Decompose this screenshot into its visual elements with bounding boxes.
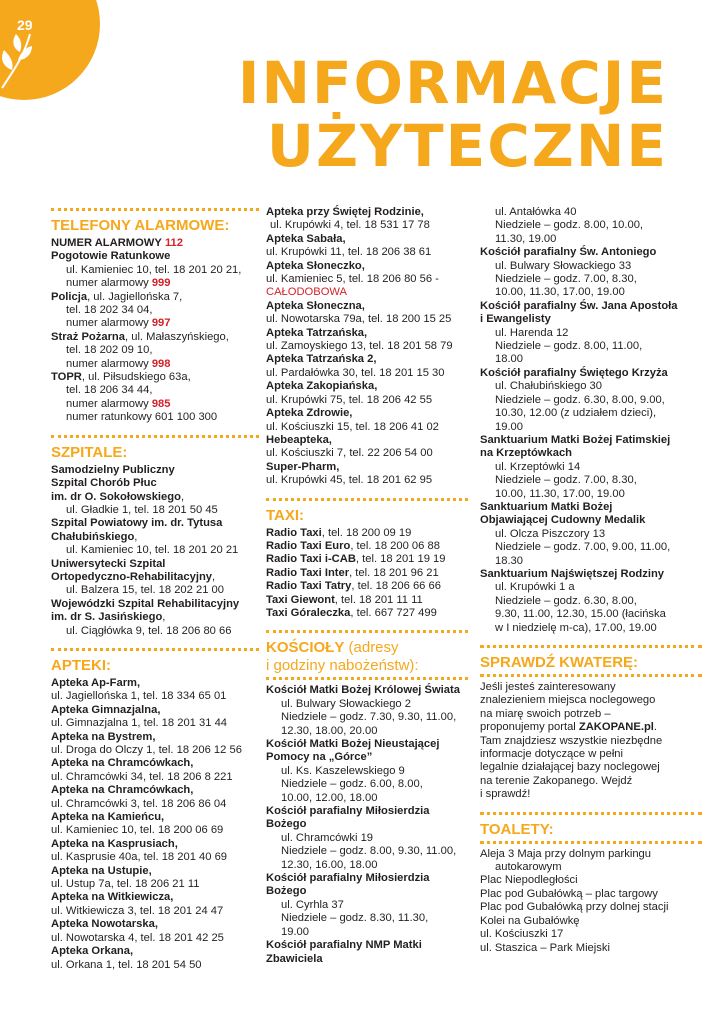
kosciol-line: Niedziele – godz. 7.30, 9.30, 11.00,: [281, 711, 457, 724]
apteka-name: Apteka na Chramcówkach,: [51, 757, 194, 770]
kosciol-line: 10.00, 11.30, 17.00, 19.00: [495, 487, 625, 500]
apteka-address: ul. Witkiewicza 3, tel. 18 201 24 47: [51, 904, 224, 917]
apteka-name: Apteka Tatrzańska,: [266, 326, 368, 339]
apteka-item: [266, 434, 468, 461]
apteka-item: [51, 757, 259, 784]
topr-rescue-number: numer ratunkowy 601 100 300: [66, 411, 218, 424]
apteka-address: ul. Nowotarska 4, tel. 18 201 42 25: [51, 931, 224, 944]
toaleta-item: autokarowym: [495, 861, 562, 874]
kosciol-name: Bożego: [266, 818, 307, 831]
apteka-name: Apteka Ap-Farm,: [51, 676, 141, 689]
apteka-address: ul. Krupówki 11, tel. 18 206 38 61: [266, 246, 432, 259]
alarm-label: numer alarmowy: [66, 357, 149, 370]
apteka-item: [51, 677, 259, 704]
apteka-name: Apteka Gimnazjalna,: [51, 703, 161, 716]
apteka-address: ul. Kamieniec 5, tel. 18 206 80 56 -: [266, 273, 439, 286]
kosciol-line: ul. Olcza Piszczory 13: [495, 527, 606, 540]
apteka-item: [51, 891, 259, 918]
kosciol-line: Niedziele – godz. 6.30, 8.00,: [495, 594, 637, 607]
kwatery-text: Jeśli jesteś zainteresowany: [480, 681, 616, 693]
section-heading-toalety: TOALETY:: [480, 820, 554, 838]
taxi-item: [266, 540, 468, 553]
alarm-label: NUMER ALARMOWY: [51, 237, 162, 249]
kosciol-line: Niedziele – godz. 6.00, 8.00,: [281, 778, 423, 791]
apteka-address: ul. Pardałówka 30, tel. 18 201 15 30: [266, 366, 445, 379]
divider: [51, 648, 259, 651]
taxi-name: Taxi Giewont: [266, 593, 335, 606]
straz-name: Straż Pożarna: [51, 330, 125, 343]
kosciol-item: [266, 939, 468, 966]
taxi-item: [266, 580, 468, 593]
toaleta-item: Plac Niepodległości: [480, 874, 578, 887]
kosciol-name: i Ewangelisty: [480, 313, 551, 326]
kwatery-portal-line: [480, 721, 702, 734]
kosciol-line: 10.30, 12.00 (z udziałem dzieci),: [495, 407, 657, 420]
apteka-item: [266, 380, 468, 407]
apteka-name: Apteka na Chramcówkach,: [51, 784, 194, 797]
taxi-name: Radio Taxi Tatry: [266, 580, 352, 593]
kosciol-line: ul. Ks. Kaszelewskiego 9: [281, 764, 405, 777]
policja-address: , ul. Jagiellońska 7,: [87, 290, 183, 303]
kosciol-line: 19.00: [281, 925, 309, 938]
kosciol-item: [480, 367, 702, 434]
kosciol-line: 11.30, 19.00: [495, 232, 557, 245]
kosciol-line: 10.00, 12.00, 18.00: [281, 791, 378, 804]
taxi-name: Radio Taxi i-CAB: [266, 553, 356, 566]
apteka-address: ul. Krupówki 45, tel. 18 201 62 95: [266, 474, 433, 487]
apteka-name: Apteka Słoneczna,: [266, 299, 365, 312]
apteka-name: Apteka na Ustupie,: [51, 864, 152, 877]
szpital-name: Samodzielny Publiczny: [51, 463, 175, 476]
kwatery-text: na terenie Zakopanego. Wejdź: [480, 774, 633, 787]
taxi-phone: , tel. 18 201 96 21: [349, 566, 439, 579]
apteka-24h-label: CAŁODOBOWA: [266, 286, 348, 299]
kosciol-line: ul. Bulwary Słowackiego 2: [281, 697, 411, 710]
kosciol-name: Sanktuarium Najświętszej Rodziny: [480, 567, 665, 580]
szpital-name: Chałubińskiego: [51, 530, 135, 543]
apteka-name: Apteka na Kasprusiach,: [51, 837, 178, 850]
taxi-phone: , tel. 18 200 09 19: [321, 526, 412, 539]
apteka-name: Apteka na Bystrem,: [51, 730, 156, 743]
alarm-number: 112: [164, 237, 183, 249]
apteka-name: Hebeapteka,: [266, 433, 332, 446]
apteka-item: [51, 865, 259, 892]
apteka-address: ul. Kościuszki 15, tel. 18 206 41 02: [266, 420, 439, 433]
taxi-item: [266, 594, 468, 607]
apteka-name: Apteka Zakopiańska,: [266, 380, 378, 393]
portal-name: ZAKOPANE.pl: [578, 721, 654, 734]
apteka-item: [51, 945, 259, 972]
section-heading-apteki: APTEKI:: [51, 656, 111, 674]
szpital-name: im. dr S. Jasińskiego: [51, 611, 163, 624]
apteka-item: [51, 704, 259, 731]
szpital-name: Ortopedyczno-Rehabilitacyjny: [51, 570, 213, 583]
apteka-name: Apteka Tatrzańska 2,: [266, 353, 377, 366]
divider: [480, 645, 702, 648]
apteka-address: ul. Gimnazjalna 1, tel. 18 201 31 44: [51, 717, 228, 730]
apteka-name: Apteka Sabała,: [266, 232, 346, 245]
szpital-item: [51, 517, 259, 557]
alarm-number: 998: [151, 357, 171, 370]
pogotowie-address: ul. Kamieniec 10, tel. 18 201 20 21,: [66, 263, 242, 276]
apteka-item: [266, 260, 468, 300]
szpital-item: [51, 558, 259, 598]
taxi-item: [266, 607, 468, 620]
apteka-address: ul. Kasprusie 40a, tel. 18 201 40 69: [51, 851, 228, 864]
apteka-item: [266, 461, 468, 488]
apteka-item: [51, 918, 259, 945]
kosciol-item: [266, 872, 468, 939]
section-heading-alarm: TELEFONY ALARMOWE:: [51, 217, 230, 234]
toaleta-item: Plac pod Gubałówką – plac targowy: [480, 887, 658, 900]
divider: [480, 674, 702, 677]
kosciol-line: ul. Krzeptówki 14: [495, 460, 581, 473]
kosciol-line: ul. Cyrhla 37: [281, 898, 344, 911]
szpital-name: Szpital Powiatowy im. dr. Tytusa: [51, 517, 223, 530]
apteka-name: Apteka Zdrowie,: [266, 407, 353, 420]
divider: [480, 841, 702, 844]
apteka-address: ul. Krupówki 4, tel. 18 531 17 78: [270, 219, 430, 232]
koscioly-heading-light: i godziny nabożeństw):: [266, 657, 419, 675]
apteka-item: [51, 731, 259, 758]
taxi-item: [266, 567, 468, 580]
topr-phone: tel. 18 206 34 44,: [66, 384, 153, 397]
kwatery-text: informacje dotyczące w pełni: [480, 748, 624, 761]
kosciol-line: ul. Bulwary Słowackiego 33: [495, 259, 632, 272]
kosciol-item: [480, 246, 702, 300]
apteka-item: [266, 327, 468, 354]
policja-name: Policja: [51, 290, 88, 303]
kosciol-name: Kościół parafialny Świętego Krzyża: [480, 366, 668, 379]
kosciol-line: 18.30: [495, 554, 523, 567]
szpital-name: Wojewódzki Szpital Rehabilitacyjny: [51, 597, 240, 610]
kosciol-line: ul. Krupówki 1 a: [495, 581, 575, 594]
kwatery-text: znalezieniem miejsca noclegowego: [480, 694, 656, 707]
apteka-name: Apteka Nowotarska,: [51, 918, 158, 931]
taxi-name: Radio Taxi: [266, 526, 322, 539]
apteka-address: ul. Chramcówki 3, tel. 18 206 86 04: [51, 797, 227, 810]
szpital-address: ul. Balzera 15, tel. 18 202 21 00: [66, 584, 224, 597]
kosciol-line: ul. Chałubińskiego 30: [495, 380, 602, 393]
alarm-number: 997: [151, 317, 171, 330]
taxi-item: [266, 553, 468, 566]
kosciol-line: 9.30, 11.00, 12.30, 15.00 (łacińska: [495, 608, 666, 621]
kosciol-line: Niedziele – godz. 7.00, 9.00, 11.00,: [495, 541, 671, 554]
divider: [266, 630, 468, 633]
kosciol-line: Niedziele – godz. 8.00, 11.00,: [495, 340, 643, 353]
apteka-item: [266, 206, 468, 233]
kosciol-name: Kościół Matki Bożej Królowej Świata: [266, 684, 460, 697]
kosciol-name: Sanktuarium Matki Bożej: [480, 500, 613, 513]
kosciol-item: [266, 738, 468, 805]
section-heading-taxi: TAXI:: [266, 506, 305, 524]
kosciol-item: [480, 206, 702, 246]
szpital-address: ul. Ciągłówka 9, tel. 18 206 80 66: [66, 624, 232, 637]
apteka-item: [266, 233, 468, 260]
kosciol-line: ul. Harenda 12: [495, 326, 569, 339]
kosciol-name: na Krzeptówkach: [480, 447, 573, 460]
taxi-phone: , tel. 18 201 19 19: [355, 553, 446, 566]
divider: [266, 677, 468, 680]
kwatery-text: .: [653, 721, 657, 734]
alarm-label: numer alarmowy: [66, 277, 149, 290]
kosciol-line: Niedziele – godz. 7.00, 8.30,: [495, 273, 637, 286]
apteka-address: ul. Jagiellońska 1, tel. 18 334 65 01: [51, 690, 227, 703]
kosciol-name: Kościół parafialny Św. Jana Apostoła: [480, 299, 678, 312]
kosciol-line: ul. Antałówka 40: [495, 206, 577, 218]
kosciol-item: [480, 434, 702, 501]
kosciol-line: ul. Chramcówki 19: [281, 831, 374, 844]
apteka-address: ul. Krupówki 75, tel. 18 206 42 55: [266, 393, 433, 406]
separator: ,: [180, 490, 185, 503]
apteka-item: [51, 784, 259, 811]
kwatery-text: i sprawdź!: [480, 788, 531, 801]
kosciol-line: 12.30, 16.00, 18.00: [281, 858, 378, 871]
szpital-item: [51, 598, 259, 638]
apteka-item: [51, 811, 259, 838]
kosciol-item: [480, 501, 702, 568]
kosciol-line: 18.00: [495, 353, 523, 366]
szpital-name: Szpital Chorób Płuc: [51, 477, 157, 490]
kwatery-text: Tam znajdziesz wszystkie niezbędne: [480, 734, 663, 747]
kosciol-line: 12.30, 18.00, 20.00: [281, 724, 378, 737]
kosciol-name: Pomocy na „Górce”: [266, 751, 373, 764]
taxi-item: [266, 527, 468, 540]
apteka-name: Apteka przy Świętej Rodzinie,: [266, 206, 424, 218]
toaleta-item: Plac pod Gubałówką przy dolnej stacji: [480, 901, 669, 914]
kosciol-line: 10.00, 11.30, 17.00, 19.00: [495, 286, 625, 299]
page-number: 29: [17, 17, 33, 33]
kosciol-line: Niedziele – godz. 8.00, 9.30, 11.00,: [281, 845, 457, 858]
koscioly-heading-bold: KOŚCIOŁY: [266, 639, 345, 657]
separator: ,: [212, 570, 216, 583]
apteka-name: Apteka na Witkiewicza,: [51, 891, 174, 904]
apteka-address: ul. Kościuszki 7, tel. 22 206 54 00: [266, 447, 433, 460]
kosciol-name: Kościół parafialny NMP Matki: [266, 939, 422, 952]
kwatery-text: legalnie działającej bazy noclegowej: [480, 761, 660, 774]
kosciol-line: Niedziele – godz. 7.00, 8.30,: [495, 474, 637, 487]
taxi-phone: , tel. 667 727 499: [350, 606, 437, 619]
kosciol-name: Kościół parafialny Św. Antoniego: [480, 246, 657, 259]
kosciol-item: [266, 805, 468, 872]
apteka-address: ul. Nowotarska 79a, tel. 18 200 15 25: [266, 313, 452, 326]
pogotowie-name: Pogotowie Ratunkowe: [51, 250, 171, 263]
apteka-item: [51, 838, 259, 865]
column-middle: [266, 206, 468, 966]
kosciol-name: Zbawiciela: [266, 952, 323, 965]
apteka-name: Apteka Słoneczko,: [266, 259, 365, 272]
page-title-line2: UŻYTECZNE: [266, 112, 668, 180]
taxi-phone: , tel. 18 200 06 88: [350, 539, 440, 552]
toaleta-item: ul. Kościuszki 17: [480, 928, 564, 941]
topr-name: TOPR: [51, 371, 82, 384]
kosciol-line: 19.00: [495, 420, 523, 433]
section-heading-koscioly: [266, 639, 468, 675]
kwatery-text: proponujemy portal: [480, 721, 579, 734]
apteka-address: ul. Ustup 7a, tel. 18 206 21 11: [51, 878, 200, 891]
apteka-address: ul. Orkana 1, tel. 18 201 54 50: [51, 958, 202, 971]
separator: ,: [162, 611, 166, 624]
kwatery-text: na miarę swoich potrzeb –: [480, 707, 611, 720]
kosciol-item: [480, 300, 702, 367]
alarm-number: 985: [151, 397, 171, 410]
kosciol-name: Kościół parafialny Miłosierdzia: [266, 805, 430, 818]
szpital-address: ul. Kamieniec 10, tel. 18 201 20 21: [66, 544, 239, 557]
kosciol-name: Kościół parafialny Miłosierdzia: [266, 872, 430, 885]
divider: [480, 812, 702, 815]
section-heading-szpitale: SZPITALE:: [51, 443, 128, 461]
szpital-address: ul. Gładkie 1, tel. 18 201 50 45: [66, 503, 218, 516]
apteka-name: Super-Pharm,: [266, 460, 340, 473]
kosciol-line: Niedziele – godz. 6.30, 8.00, 9.00,: [495, 393, 665, 406]
kosciol-item: [480, 568, 702, 635]
szpital-name: im. dr O. Sokołowskiego: [51, 490, 181, 503]
column-right: [480, 206, 702, 955]
alarm-label: numer alarmowy: [66, 397, 149, 410]
kosciol-line: Niedziele – godz. 8.00, 10.00,: [495, 219, 644, 232]
kosciol-name: Bożego: [266, 885, 307, 898]
toaleta-item: Aleja 3 Maja przy dolnym parkingu: [480, 847, 652, 860]
apteka-name: Apteka na Kamieńcu,: [51, 811, 165, 824]
taxi-phone: , tel. 18 206 66 66: [351, 580, 441, 593]
topr-address: , ul. Piłsudskiego 63a,: [81, 371, 191, 384]
apteka-address: ul. Zamoyskiego 13, tel. 18 201 58 79: [266, 340, 453, 353]
divider: [51, 208, 259, 211]
toaleta-item: Kolei na Gubałówkę: [480, 914, 580, 927]
separator: ,: [134, 530, 138, 543]
apteka-address: ul. Chramcówki 34, tel. 18 206 8 221: [51, 770, 233, 783]
divider: [51, 435, 259, 438]
page-title-line1: INFORMACJE: [237, 49, 668, 117]
kosciol-name: Objawiającej Cudowny Medalik: [480, 514, 646, 527]
apteka-item: [266, 353, 468, 380]
koscioly-heading-light: (adresy: [344, 639, 399, 657]
taxi-name: Taxi Góraleczka: [266, 606, 351, 619]
szpital-item: [51, 464, 259, 518]
apteka-item: [266, 407, 468, 434]
alarm-label: numer alarmowy: [66, 317, 149, 330]
apteka-address: ul. Kamieniec 10, tel. 18 200 06 69: [51, 824, 224, 837]
straz-phone: tel. 18 202 09 10,: [66, 344, 153, 357]
kosciol-line: Niedziele – godz. 8.30, 11.30,: [281, 912, 429, 925]
toaleta-item: ul. Staszica – Park Miejski: [480, 941, 610, 954]
kosciol-name: Kościół Matki Bożej Nieustającej: [266, 738, 440, 750]
apteka-address: ul. Droga do Olczy 1, tel. 18 206 12 56: [51, 744, 242, 756]
szpital-name: Uniwersytecki Szpital: [51, 557, 166, 570]
section-heading-kwatery: SPRAWDŹ KWATERĘ:: [480, 654, 639, 671]
kosciol-name: Sanktuarium Matki Bożej Fatimskiej: [480, 433, 671, 446]
column-left: [51, 206, 259, 972]
policja-phone: tel. 18 202 34 04,: [66, 304, 153, 317]
taxi-phone: , tel. 18 201 11 11: [334, 593, 423, 606]
kosciol-item: [266, 684, 468, 738]
alarm-number: 999: [151, 277, 171, 290]
taxi-name: Radio Taxi Euro: [266, 539, 351, 552]
taxi-name: Radio Taxi Inter: [266, 566, 350, 579]
apteka-name: Apteka Orkana,: [51, 945, 134, 958]
apteka-item: [266, 300, 468, 327]
straz-address: , ul. Małaszyńskiego,: [125, 330, 229, 343]
kosciol-line: w I niedzielę m-ca), 17.00, 19.00: [495, 621, 657, 634]
divider: [266, 498, 468, 501]
